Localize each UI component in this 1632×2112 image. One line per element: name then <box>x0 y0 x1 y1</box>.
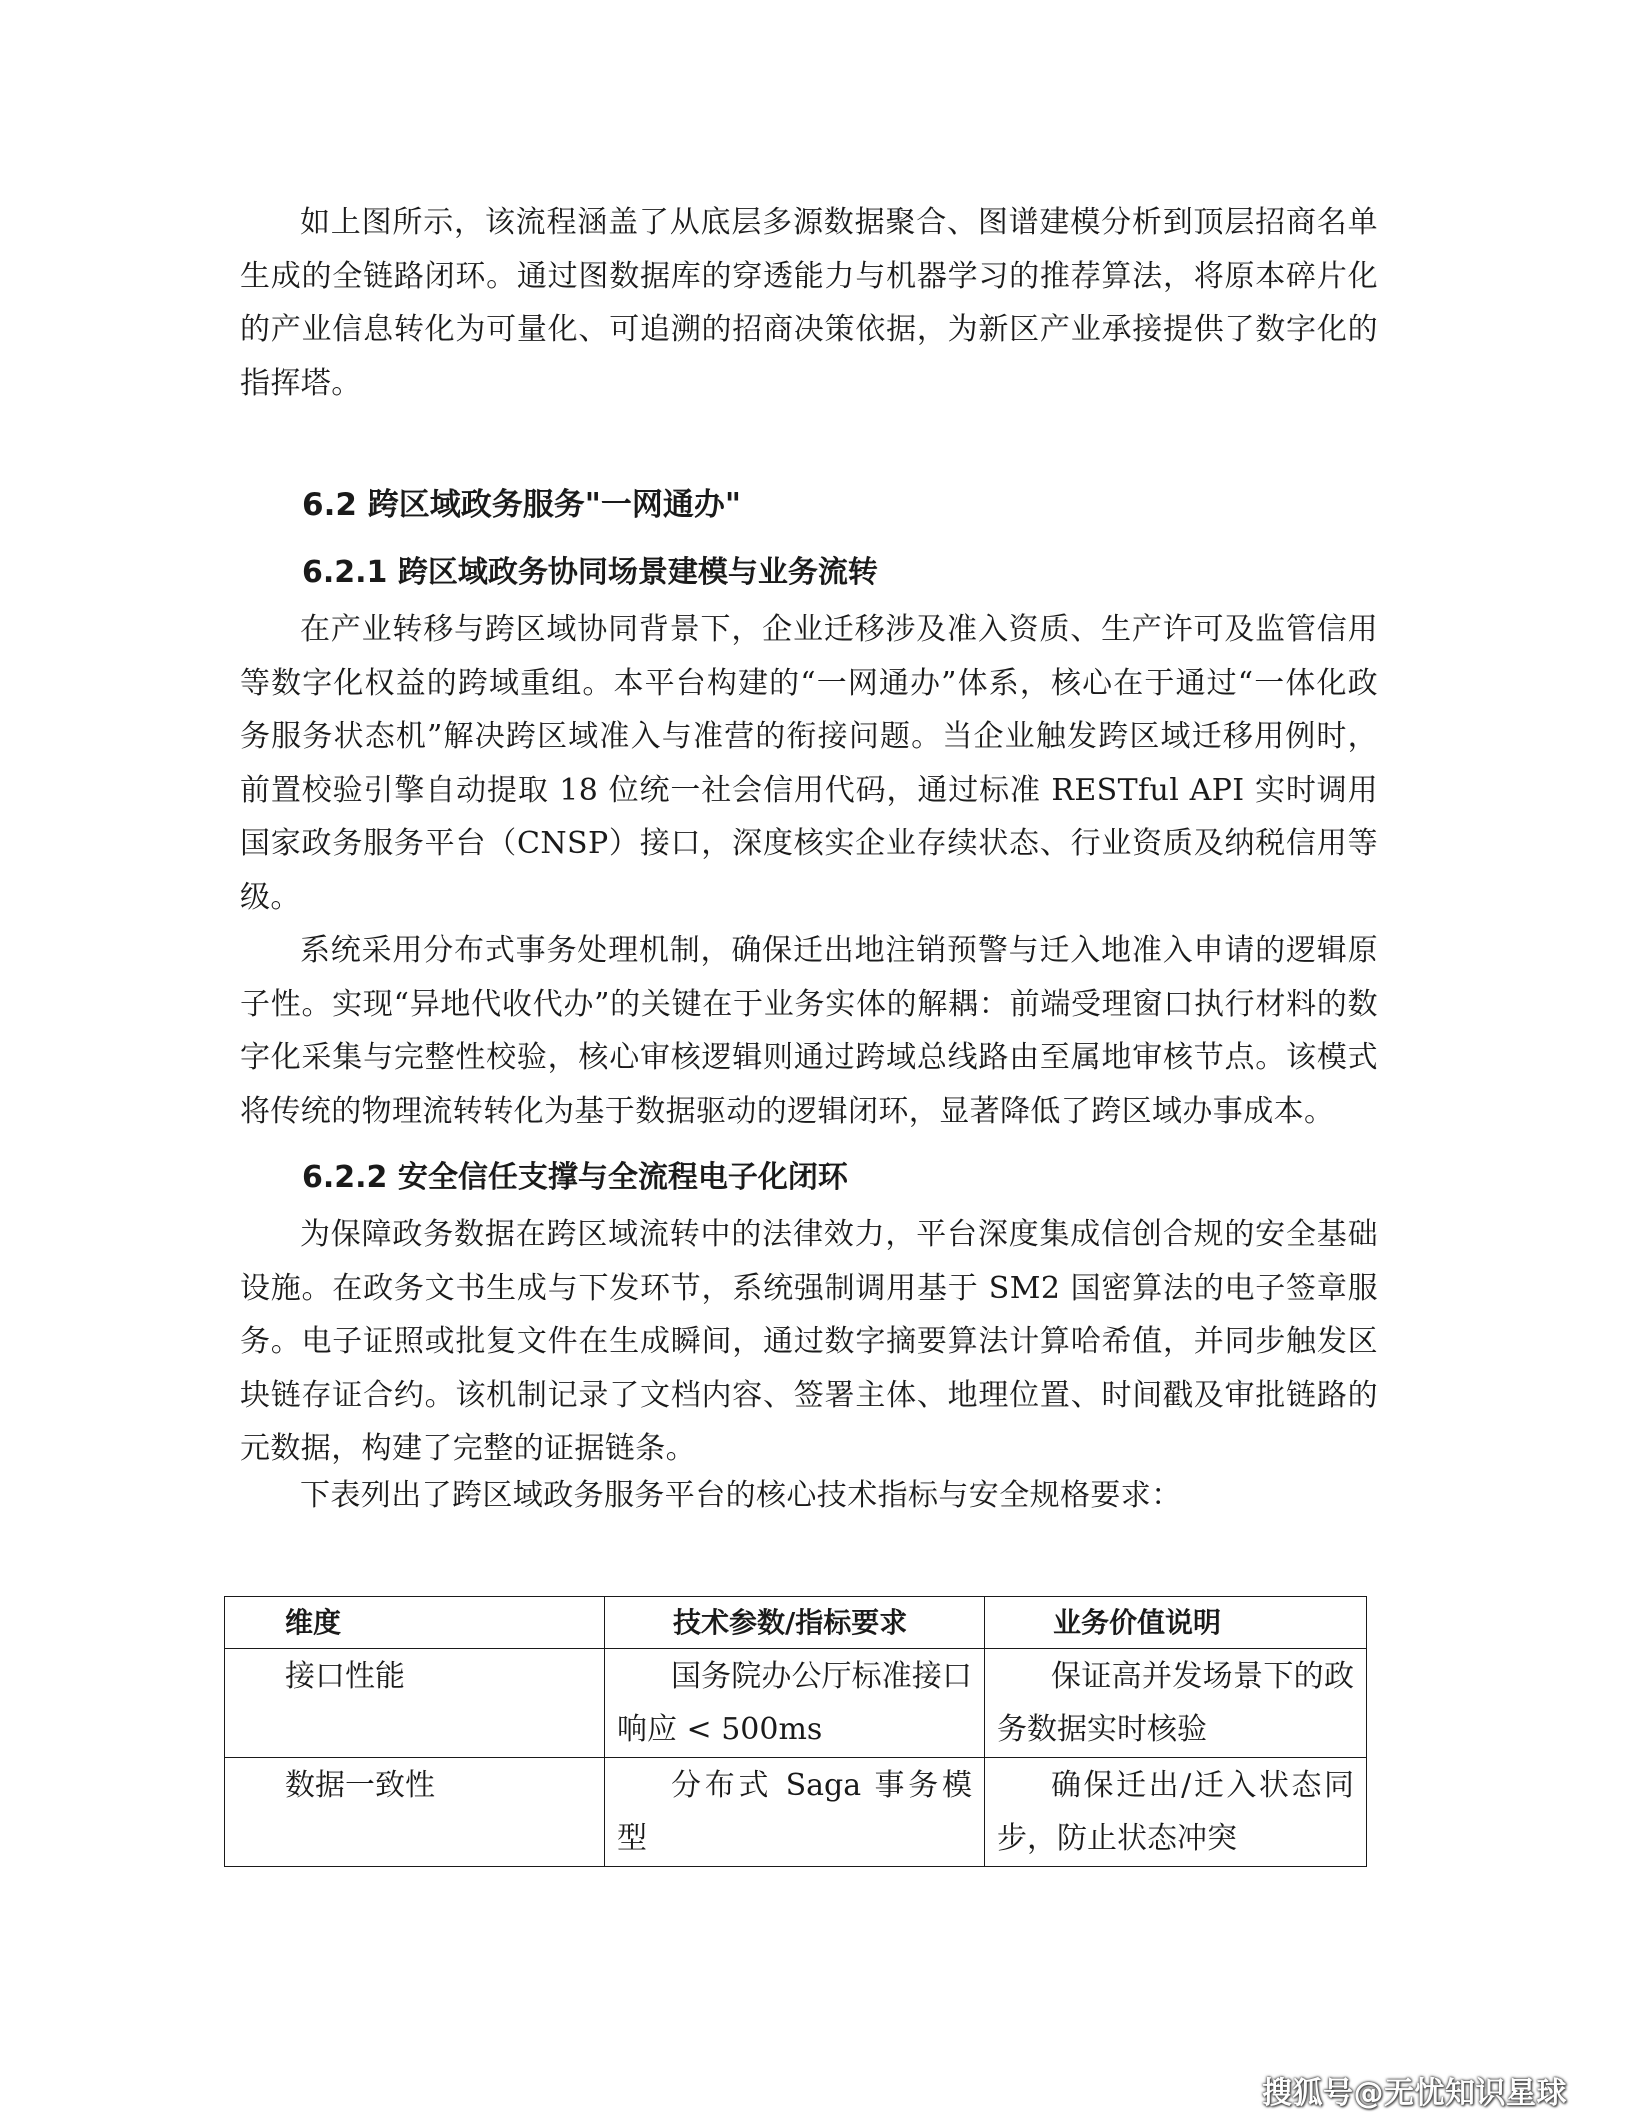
paragraph-6-2-1-b: 系统采用分布式事务处理机制，确保迁出地注销预警与迁入地准入申请的逻辑原子性。实现“异地代收代办”的关键在于业务实体的解耦：前端受理窗口执行材料的数字化采集与完整性校验，核心审核逻辑则通过跨域总线路由至属地审核节点。该模式将传统的物理流转转化为基于数据驱动的逻辑闭环，显著降低了跨区域办事成本。 <box>240 933 1378 1129</box>
table-header-cell: 技术参数/指标要求 <box>605 1597 985 1649</box>
section-heading-6-2: 6.2 跨区域政务服务"一网通办" <box>302 487 742 523</box>
intro-paragraph: 如上图所示，该流程涵盖了从底层多源数据聚合、图谱建模分析到顶层招商名单生成的全链路闭环。通过图数据库的穿透能力与机器学习的推荐算法，将原本碎片化的产业信息转化为可量化、可追溯的招商决策依据，为新区产业承接提供了数字化的指挥塔。 <box>240 205 1378 401</box>
section-heading-6-2-2: 6.2.2 安全信任支撑与全流程电子化闭环 <box>302 1160 848 1195</box>
table-cell: 分布式 Saga 事务模型 <box>605 1758 985 1867</box>
table-header-row <box>225 1597 1367 1649</box>
paragraph-6-2-1-a: 在产业转移与跨区域协同背景下，企业迁移涉及准入资质、生产许可及监管信用等数字化权益的跨域重组。本平台构建的“一网通办”体系，核心在于通过“一体化政务服务状态机”解决跨区域准入与准营的衔接问题。当企业触发跨区域迁移用例时，前置校验引擎自动提取 18 位统一社会信用代码，通过标准 RESTful API 实时调用国家政务服务平台（CNSP）接口，深度核实企业存续状态、行业资质及纳税信用等级。 <box>240 612 1378 915</box>
source-watermark: 搜狐号@无忧知识星球 <box>1262 2076 1567 2111</box>
table-row <box>225 1649 1367 1758</box>
table-cell: 保证高并发场景下的政务数据实时核验 <box>985 1649 1367 1758</box>
table-row <box>225 1758 1367 1867</box>
table-cell: 国务院办公厅标准接口响应 < 500ms <box>605 1649 985 1758</box>
spec-table <box>224 1596 1367 1867</box>
table-cell: 接口性能 <box>225 1649 605 1758</box>
paragraph-6-2-2: 为保障政务数据在跨区域流转中的法律效力，平台深度集成信创合规的安全基础设施。在政务文书生成与下发环节，系统强制调用基于 SM2 国密算法的电子签章服务。电子证照或批复文件在生成瞬间，通过数字摘要算法计算哈希值，并同步触发区块链存证合约。该机制记录了文档内容、签署主体、地理位置、时间戳及审批链路的元数据，构建了完整的证据链条。 <box>240 1217 1378 1466</box>
table-cell: 确保迁出/迁入状态同步，防止状态冲突 <box>985 1758 1367 1867</box>
table-intro-text: 下表列出了跨区域政务服务平台的核心技术指标与安全规格要求： <box>300 1477 1182 1513</box>
section-heading-6-2-1: 6.2.1 跨区域政务协同场景建模与业务流转 <box>302 555 878 590</box>
table-header-cell: 业务价值说明 <box>985 1597 1367 1649</box>
table-cell: 数据一致性 <box>225 1758 605 1867</box>
document-body <box>240 196 1378 1516</box>
table-header-cell: 维度 <box>225 1597 605 1649</box>
